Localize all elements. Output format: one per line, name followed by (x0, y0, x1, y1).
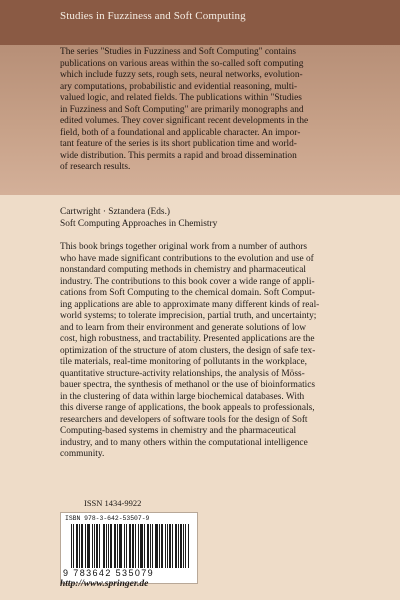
description-line: optimization of the structure of atom clusters, the design of safe tex- (60, 345, 316, 356)
series-name: Studies in Fuzziness and Soft Computing (60, 10, 246, 22)
barcode-stripe (106, 524, 107, 568)
description-line: and to learn from their environment and generate solutions of low (60, 322, 306, 333)
series-line: valued logic, and related fields. The publications within "Studies (60, 93, 302, 103)
barcode-stripe (119, 524, 120, 568)
barcode-stripe (94, 524, 95, 568)
barcode-stripe (79, 524, 80, 568)
barcode-stripe (103, 524, 104, 568)
description-line: This book brings together original work from a number of authors (60, 242, 308, 252)
barcode-stripe (82, 524, 83, 568)
barcode-stripe (89, 524, 90, 568)
barcode-stripe (71, 524, 72, 568)
barcode-stripe (172, 524, 173, 568)
barcode-stripe (73, 524, 74, 568)
series-line: wide distribution. This permits a rapid and broad dissemination (60, 150, 297, 161)
barcode-stripe (121, 524, 122, 568)
barcode-stripe (167, 524, 168, 568)
barcode-stripe (104, 524, 105, 568)
description-line: industry. The contributions to this book cover a wide range of appli- (60, 276, 315, 287)
ean-digits: 9 783642 535079 (63, 568, 155, 578)
series-line: The series "Studies in Fuzziness and Soft Computing" contains (60, 47, 297, 57)
barcode-stripe (183, 524, 184, 568)
description-line: nonstandard computing methods in chemistry and pharmaceutical (60, 265, 306, 275)
book-title: Soft Computing Approaches in Chemistry (60, 219, 218, 229)
description-line: Computing-based systems in chemistry and the pharmaceutical (60, 426, 297, 436)
barcode-panel (60, 512, 198, 584)
description-line: cations from Soft Computing to the chemical domain. Soft Comput- (60, 288, 315, 298)
issn-label: ISSN 1434-9922 (84, 498, 142, 508)
barcode-stripe (120, 524, 121, 568)
barcode-stripe (170, 524, 171, 568)
barcode-stripe (152, 524, 153, 568)
barcode-stripe (156, 524, 157, 568)
barcode-icon (71, 524, 189, 568)
series-line: publications on various areas within the so-called soft computing (60, 58, 304, 69)
barcode-stripe (140, 524, 141, 568)
barcode-stripe (147, 524, 148, 568)
barcode-stripe (76, 524, 77, 568)
barcode-stripe (126, 524, 127, 568)
series-description (60, 47, 365, 174)
barcode-stripe (117, 524, 118, 568)
series-header-band (0, 0, 400, 45)
description-line: bauer spectra, the synthesis of methanol or the use of bioinformatics (60, 380, 316, 390)
barcode-stripe (141, 524, 142, 568)
barcode-stripe (129, 524, 130, 568)
barcode-stripe (114, 524, 115, 568)
barcode-stripe (97, 524, 98, 568)
barcode-stripe (155, 524, 156, 568)
barcode-stripe (133, 524, 134, 568)
barcode-stripe (99, 524, 100, 568)
barcode-stripe (111, 524, 112, 568)
barcode-stripe (130, 524, 131, 568)
barcode-stripe (181, 524, 182, 568)
barcode-stripe (180, 524, 181, 568)
description-line: community. (60, 449, 105, 459)
description-line: tile materials, real-time monitoring of pollutants in the workplace, (60, 357, 308, 367)
series-line: edited volumes. They cover significant recent developments in the (60, 116, 309, 126)
description-line: world systems; to tolerate imprecision, partial truth, and uncertainty; (60, 311, 317, 321)
book-description (60, 242, 365, 461)
description-line: quantitative structure-activity relationships, the analysis of Möss- (60, 368, 305, 379)
barcode-stripe (162, 524, 163, 568)
barcode-stripe (115, 524, 116, 568)
series-line: which include fuzzy sets, rough sets, neural networks, evolution- (60, 70, 303, 80)
barcode-stripe (185, 524, 186, 568)
barcode-stripe (157, 524, 158, 568)
barcode-stripe (175, 524, 176, 568)
isbn-label: ISBN 978-3-642-53507-9 (65, 515, 150, 522)
barcode-stripe (92, 524, 93, 568)
barcode-stripe (88, 524, 89, 568)
publisher-url: http://www.springer.de (60, 579, 149, 589)
barcode-stripe (77, 524, 78, 568)
barcode-stripe (81, 524, 82, 568)
barcode-stripe (110, 524, 111, 568)
barcode-stripe (142, 524, 143, 568)
barcode-stripe (108, 524, 109, 568)
description-line: ing applications are able to approximate many different kinds of real- (60, 299, 320, 310)
barcode-stripe (188, 524, 189, 568)
description-line: who have made significant contributions to the evolution and use of (60, 253, 314, 264)
barcode-stripe (150, 524, 151, 568)
description-line: in the clustering of data within large biochemical databases. With (60, 391, 305, 402)
barcode-stripe (138, 524, 139, 568)
barcode-stripe (165, 524, 166, 568)
barcode-stripe (161, 524, 162, 568)
description-line: this diverse range of applications, the book appeals to professionals, (60, 403, 315, 413)
barcode-stripe (176, 524, 177, 568)
barcode-stripe (169, 524, 170, 568)
barcode-stripe (85, 524, 86, 568)
series-line: in Fuzziness and Soft Computing" are primarily monographs and (60, 104, 304, 115)
barcode-stripe (87, 524, 88, 568)
series-line: of research results. (60, 162, 131, 172)
barcode-stripe (132, 524, 133, 568)
barcode-stripe (144, 524, 145, 568)
barcode-stripe (148, 524, 149, 568)
description-line: cost, high robustness, and tractability. Presented applications are the (60, 334, 315, 344)
series-line: field, both of a foundational and applicable character. An impor- (60, 127, 301, 138)
barcode-stripe (96, 524, 97, 568)
book-authors: Cartwright · Sztandera (Eds.) (60, 207, 171, 217)
barcode-stripe (135, 524, 136, 568)
barcode-stripe (178, 524, 179, 568)
description-line: industry, and to many others within the computational intelligence (60, 437, 308, 448)
series-line: tant feature of the series is its short publication time and world- (60, 139, 297, 149)
barcode-stripe (159, 524, 160, 568)
description-line: researchers and developers of software tools for the design of Soft (60, 414, 308, 425)
series-line: ary computations, probabilistic and evidential reasoning, multi- (60, 81, 298, 92)
barcode-stripe (124, 524, 125, 568)
